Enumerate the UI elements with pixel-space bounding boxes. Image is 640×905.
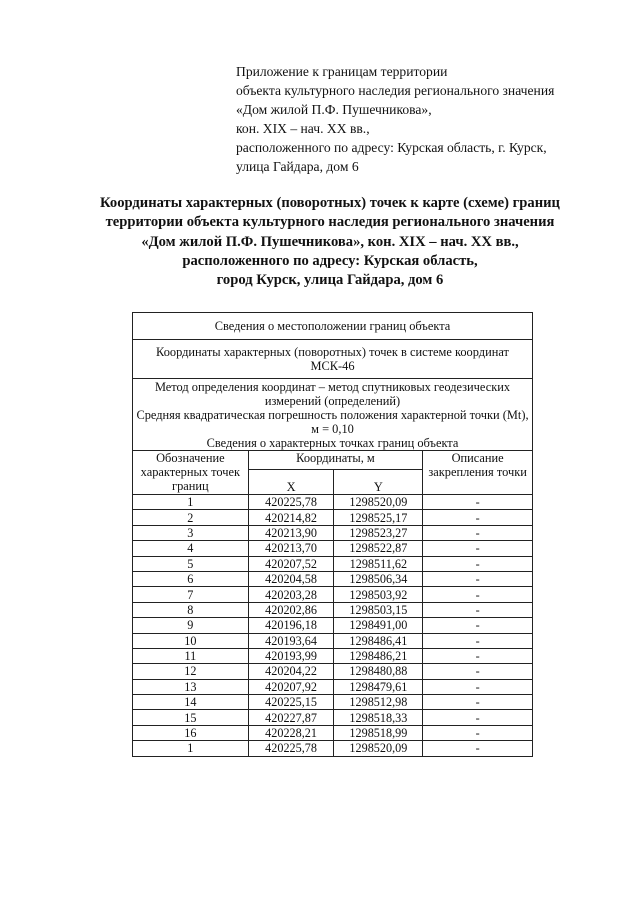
table-row <box>133 495 533 510</box>
col-header-y: Y <box>334 470 423 495</box>
y-coordinate-cell: 1298491,00 <box>334 618 423 633</box>
y-coordinate-cell: 1298480,88 <box>334 664 423 679</box>
x-coordinate-cell: 420207,52 <box>248 556 334 571</box>
description-cell: - <box>423 741 533 756</box>
table-row <box>133 587 533 602</box>
point-number-cell: 8 <box>133 602 249 617</box>
annex-line: объекта культурного наследия регионального значения <box>236 83 555 98</box>
x-coordinate-cell: 420204,22 <box>248 664 334 679</box>
y-coordinate-cell: 1298486,41 <box>334 633 423 648</box>
y-coordinate-cell: 1298503,92 <box>334 587 423 602</box>
table-row <box>133 556 533 571</box>
x-coordinate-cell: 420214,82 <box>248 510 334 525</box>
y-coordinate-cell: 1298511,62 <box>334 556 423 571</box>
col-header-x: X <box>248 470 334 495</box>
y-coordinate-cell: 1298522,87 <box>334 541 423 556</box>
annex-note <box>236 62 616 176</box>
title-line: расположенного по адресу: Курская область, <box>182 252 478 269</box>
description-cell: - <box>423 618 533 633</box>
coordinates-table <box>132 312 533 757</box>
point-number-cell: 5 <box>133 556 249 571</box>
y-coordinate-cell: 1298518,99 <box>334 725 423 740</box>
table-row <box>133 710 533 725</box>
col-header-coords: Координаты, м <box>248 451 423 470</box>
point-number-cell: 6 <box>133 571 249 586</box>
y-coordinate-cell: 1298520,09 <box>334 741 423 756</box>
description-cell: - <box>423 525 533 540</box>
description-cell: - <box>423 571 533 586</box>
table-row <box>133 618 533 633</box>
description-cell: - <box>423 725 533 740</box>
method-cell <box>133 379 533 451</box>
annex-line: улица Гайдара, дом 6 <box>236 159 359 174</box>
table-row <box>133 648 533 663</box>
location-info-cell: Сведения о местоположении границ объекта <box>133 313 533 340</box>
point-number-cell: 12 <box>133 664 249 679</box>
x-coordinate-cell: 420203,28 <box>248 587 334 602</box>
point-number-cell: 9 <box>133 618 249 633</box>
x-coordinate-cell: 420225,15 <box>248 695 334 710</box>
description-cell: - <box>423 541 533 556</box>
table-row <box>133 633 533 648</box>
point-number-cell: 3 <box>133 525 249 540</box>
point-number-cell: 10 <box>133 633 249 648</box>
table-row <box>133 510 533 525</box>
point-number-cell: 2 <box>133 510 249 525</box>
table-row <box>133 602 533 617</box>
title-line: «Дом жилой П.Ф. Пушечникова», кон. XIX – нач. XX вв., <box>141 233 519 250</box>
col-header-point: Обозначение характерных точек границ <box>133 451 249 495</box>
x-coordinate-cell: 420227,87 <box>248 710 334 725</box>
y-coordinate-cell: 1298525,17 <box>334 510 423 525</box>
point-number-cell: 16 <box>133 725 249 740</box>
description-cell: - <box>423 664 533 679</box>
y-coordinate-cell: 1298479,61 <box>334 679 423 694</box>
x-coordinate-cell: 420225,78 <box>248 741 334 756</box>
x-coordinate-cell: 420202,86 <box>248 602 334 617</box>
x-coordinate-cell: 420193,64 <box>248 633 334 648</box>
y-coordinate-cell: 1298520,09 <box>334 495 423 510</box>
description-cell: - <box>423 602 533 617</box>
point-number-cell: 7 <box>133 587 249 602</box>
annex-line: кон. XIX – нач. XX вв., <box>236 121 370 136</box>
point-number-cell: 14 <box>133 695 249 710</box>
y-coordinate-cell: 1298503,15 <box>334 602 423 617</box>
y-coordinate-cell: 1298486,21 <box>334 648 423 663</box>
y-coordinate-cell: 1298512,98 <box>334 695 423 710</box>
description-cell: - <box>423 495 533 510</box>
x-coordinate-cell: 420193,99 <box>248 648 334 663</box>
description-cell: - <box>423 679 533 694</box>
x-coordinate-cell: 420196,18 <box>248 618 334 633</box>
col-header-description: Описание закрепления точки <box>423 451 533 495</box>
table-row <box>133 525 533 540</box>
description-cell: - <box>423 587 533 602</box>
description-cell: - <box>423 510 533 525</box>
table-row <box>133 679 533 694</box>
description-cell: - <box>423 556 533 571</box>
y-coordinate-cell: 1298523,27 <box>334 525 423 540</box>
title-line: город Курск, улица Гайдара, дом 6 <box>216 272 444 289</box>
x-coordinate-cell: 420207,92 <box>248 679 334 694</box>
x-coordinate-cell: 420213,90 <box>248 525 334 540</box>
y-coordinate-cell: 1298518,33 <box>334 710 423 725</box>
annex-line: расположенного по адресу: Курская область, г. Курск, <box>236 140 547 155</box>
x-coordinate-cell: 420204,58 <box>248 571 334 586</box>
table-row <box>133 695 533 710</box>
method-text: Метод определения координат – метод спутниковых геодезических измерений (определений) <box>154 379 511 408</box>
point-number-cell: 4 <box>133 541 249 556</box>
table-row <box>133 664 533 679</box>
table-row <box>133 741 533 756</box>
annex-line: Приложение к границам территории <box>236 64 448 79</box>
x-coordinate-cell: 420213,70 <box>248 541 334 556</box>
description-cell: - <box>423 710 533 725</box>
point-number-cell: 11 <box>133 648 249 663</box>
title-line: Координаты характерных (поворотных) точек к карте (схеме) границ <box>100 195 560 211</box>
point-number-cell: 15 <box>133 710 249 725</box>
y-coordinate-cell: 1298506,34 <box>334 571 423 586</box>
points-info-text: Сведения о характерных точках границ объекта <box>206 435 459 450</box>
table-row <box>133 571 533 586</box>
accuracy-text: Средняя квадратическая погрешность положения характерной точки (Mt), м = 0,10 <box>136 407 529 436</box>
document-title <box>40 194 620 290</box>
x-coordinate-cell: 420228,21 <box>248 725 334 740</box>
point-number-cell: 1 <box>133 495 249 510</box>
point-number-cell: 1 <box>133 741 249 756</box>
title-line: территории объекта культурного наследия регионального значения <box>105 214 555 231</box>
point-number-cell: 13 <box>133 679 249 694</box>
table-row <box>133 541 533 556</box>
table-row <box>133 725 533 740</box>
description-cell: - <box>423 633 533 648</box>
description-cell: - <box>423 648 533 663</box>
description-cell: - <box>423 695 533 710</box>
x-coordinate-cell: 420225,78 <box>248 495 334 510</box>
coord-system-cell: Координаты характерных (поворотных) точек в системе координат МСК-46 <box>133 340 533 379</box>
annex-line: «Дом жилой П.Ф. Пушечникова», <box>236 102 432 117</box>
